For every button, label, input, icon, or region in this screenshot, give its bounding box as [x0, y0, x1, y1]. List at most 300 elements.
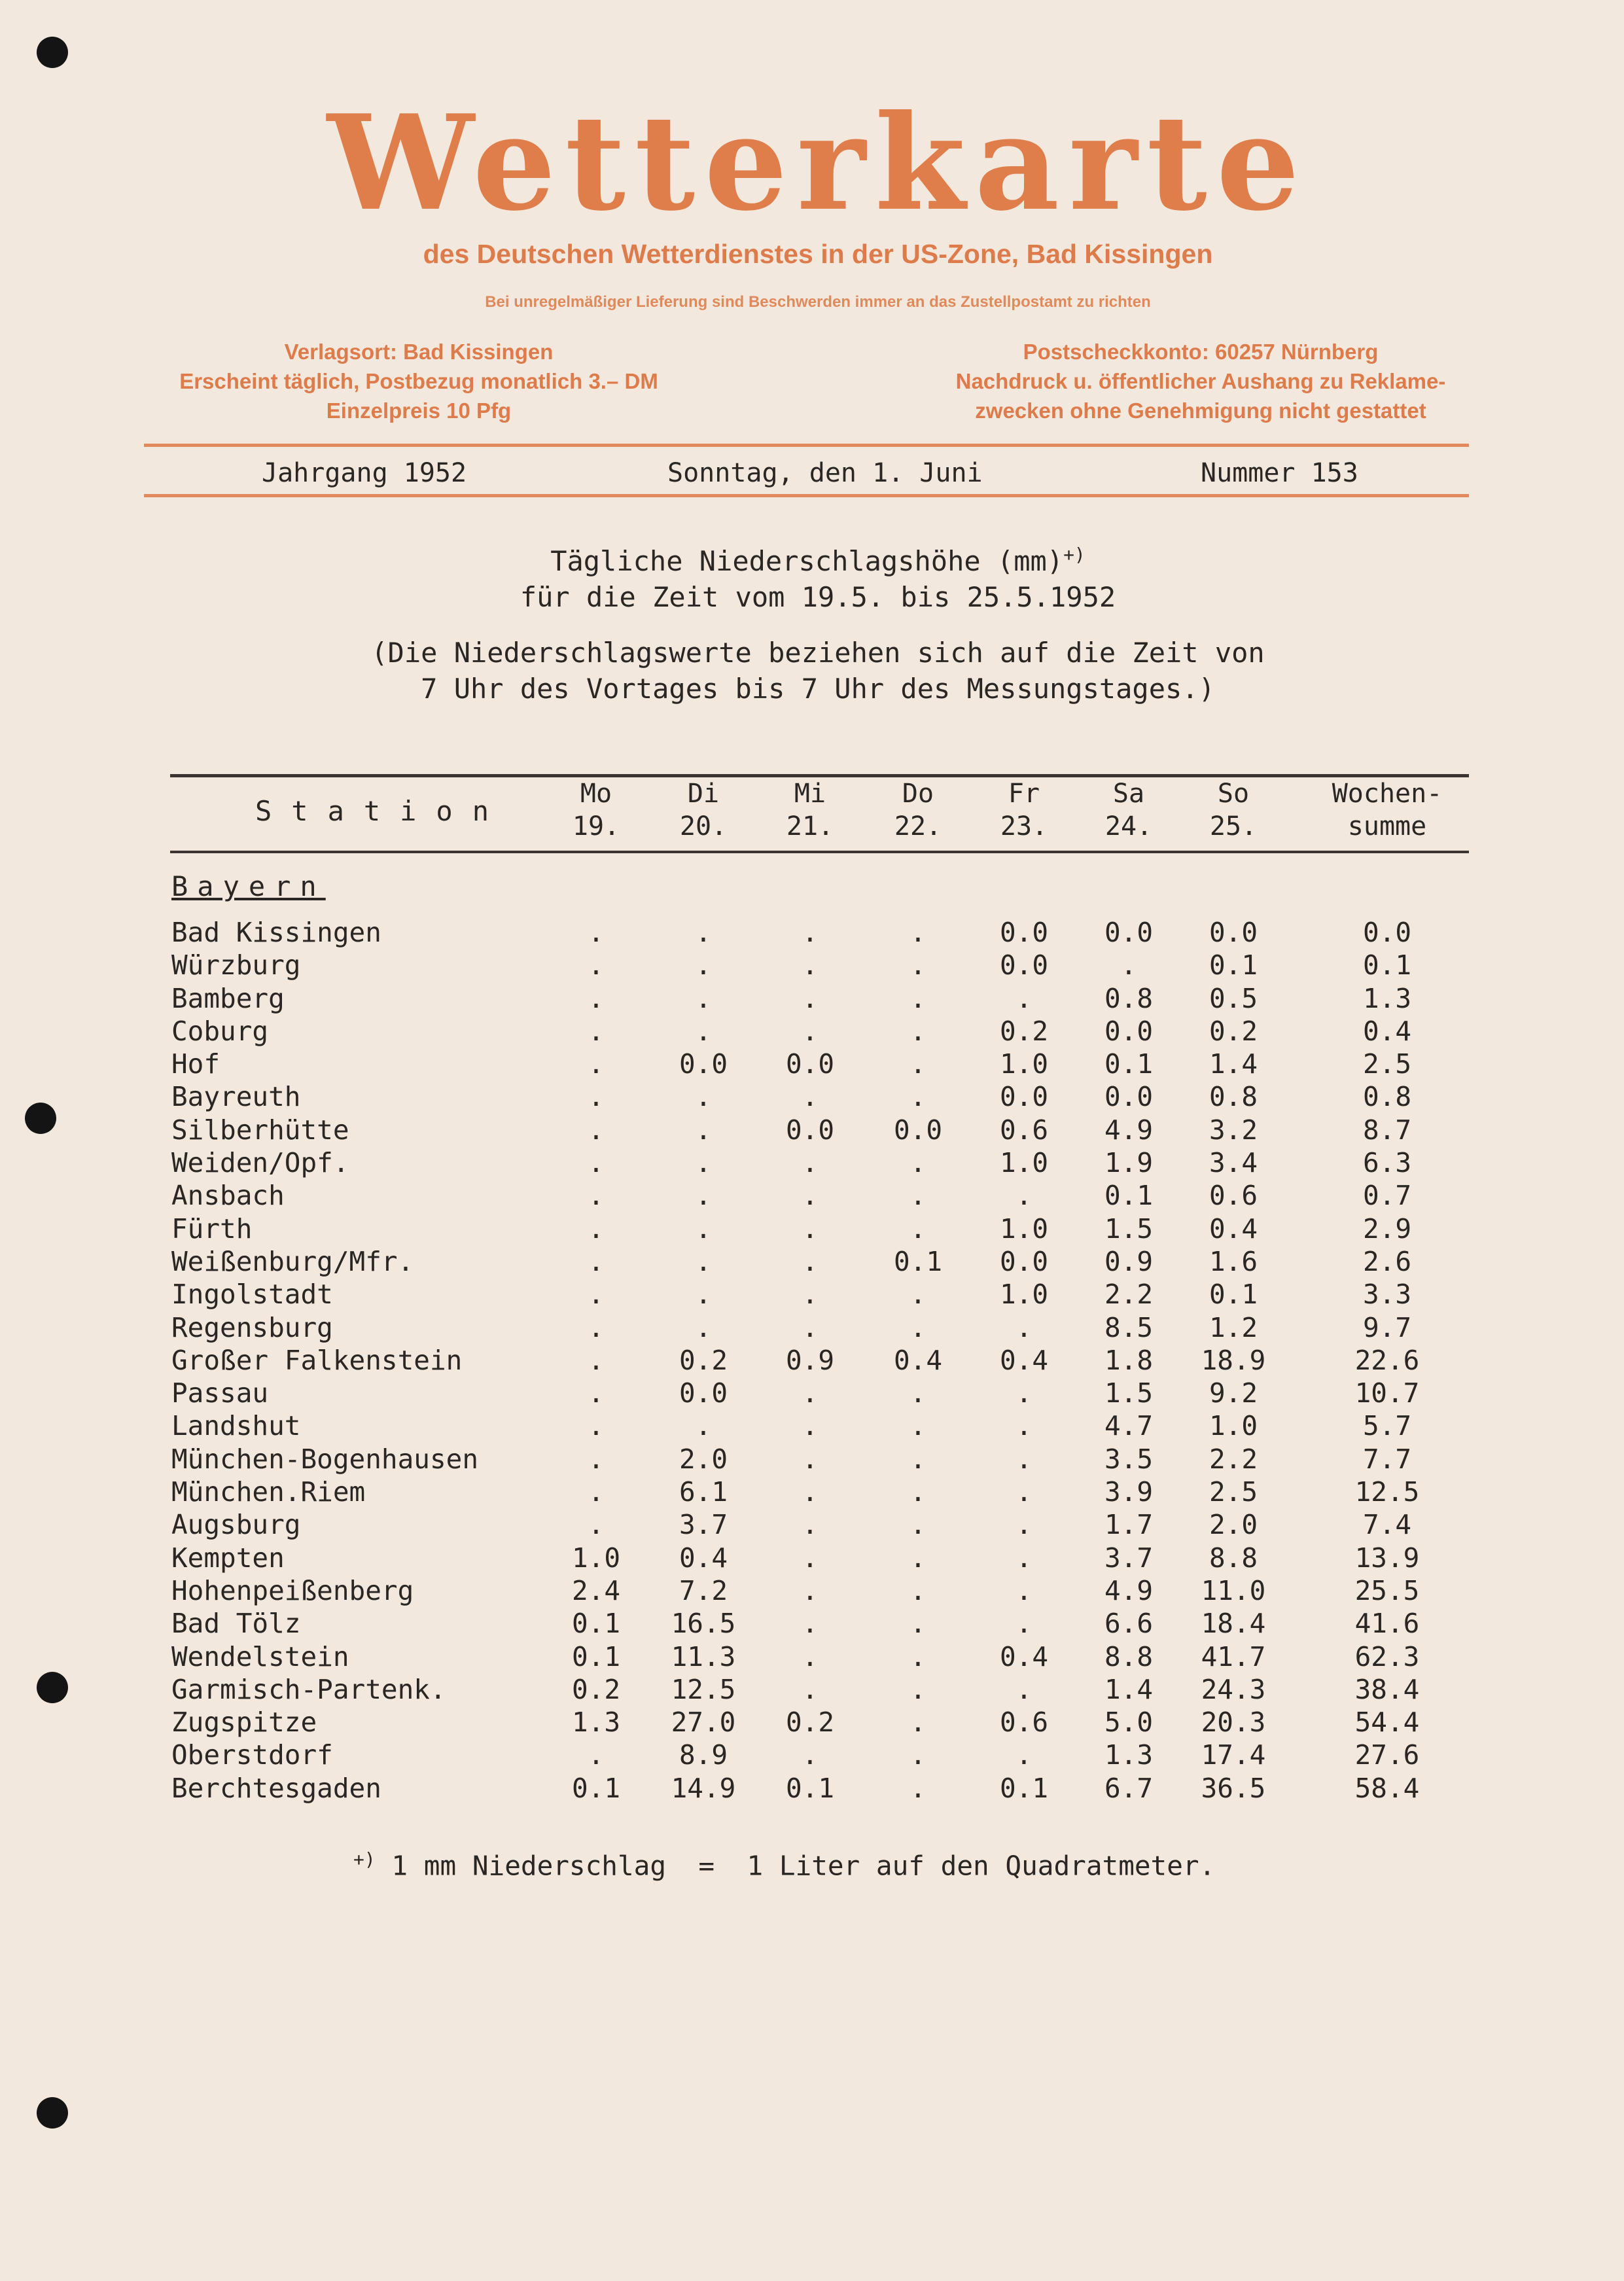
- precip-value: .: [1015, 1608, 1033, 1640]
- precip-value: 2.0: [1209, 1509, 1258, 1541]
- precip-value: 0.0: [1209, 917, 1258, 948]
- station-name: Hohenpeißenberg: [171, 1574, 414, 1606]
- table-row: [0, 1673, 1624, 1706]
- station-name: Bamberg: [171, 982, 285, 1014]
- precip-value: .: [909, 1542, 927, 1574]
- masthead-title: Wetterkarte: [327, 86, 1309, 240]
- note-line: (Die Niederschlagswerte beziehen sich auf die Zeit von: [371, 637, 1265, 669]
- column-day: Mi: [794, 779, 826, 809]
- precip-value: .: [1015, 1410, 1033, 1442]
- precip-value: 12.5: [671, 1673, 736, 1705]
- precip-value: 0.1: [1104, 1180, 1154, 1212]
- weekly-sum: 12.5: [1354, 1476, 1420, 1508]
- station-name: Kempten: [171, 1542, 285, 1574]
- table-row: [0, 1508, 1624, 1541]
- precip-value: 9.2: [1209, 1377, 1258, 1409]
- table-row: [0, 1607, 1624, 1640]
- precip-value: .: [695, 1147, 712, 1179]
- precip-value: .: [1015, 1443, 1033, 1475]
- station-name: Bayreuth: [171, 1081, 301, 1113]
- info-line: Nachdruck u. öffentlicher Aushang zu Reklame-: [955, 369, 1446, 393]
- masthead-rule: [144, 444, 1469, 447]
- precip-value: 24.3: [1201, 1673, 1266, 1705]
- precip-value: 0.2: [999, 1015, 1049, 1047]
- precip-value: 1.0: [1209, 1410, 1258, 1442]
- precip-value: .: [1015, 1574, 1033, 1606]
- precip-value: .: [588, 1081, 605, 1113]
- precip-value: 0.6: [999, 1114, 1049, 1146]
- precip-value: .: [695, 1410, 712, 1442]
- table-row: [0, 1409, 1624, 1442]
- column-date: 20.: [679, 811, 728, 841]
- precip-value: 4.9: [1104, 1114, 1154, 1146]
- weekly-sum: 22.6: [1354, 1344, 1420, 1376]
- punch-hole: [37, 37, 68, 68]
- precip-value: .: [1015, 1739, 1033, 1771]
- precip-value: .: [588, 1114, 605, 1146]
- weekly-sum: 2.9: [1362, 1212, 1412, 1245]
- precip-value: .: [909, 949, 927, 981]
- precip-value: .: [695, 1245, 712, 1277]
- weekly-sum: 9.7: [1362, 1311, 1412, 1343]
- precip-value: 0.8: [1209, 1081, 1258, 1113]
- precip-value: .: [588, 1245, 605, 1277]
- station-name: Regensburg: [171, 1311, 333, 1343]
- precip-value: .: [909, 982, 927, 1014]
- precip-value: .: [909, 1509, 927, 1541]
- precip-value: .: [588, 1476, 605, 1508]
- masthead-notice: Bei unregelmäßiger Lieferung sind Beschwerden immer an das Zustellpostamt zu richten: [485, 293, 1151, 311]
- info-line: Einzelpreis 10 Pfg: [326, 398, 512, 423]
- precip-value: 3.4: [1209, 1147, 1258, 1179]
- precip-value: 6.7: [1104, 1772, 1154, 1804]
- precip-value: .: [695, 982, 712, 1014]
- precip-value: .: [588, 949, 605, 981]
- precip-value: 0.1: [571, 1772, 621, 1804]
- precip-value: 0.4: [999, 1344, 1049, 1376]
- precip-value: 0.4: [999, 1640, 1049, 1672]
- station-name: Augsburg: [171, 1509, 301, 1541]
- weekly-sum: 13.9: [1354, 1542, 1420, 1574]
- precip-value: 1.9: [1104, 1147, 1154, 1179]
- precip-value: .: [802, 1212, 819, 1245]
- account-info: [923, 337, 1479, 425]
- precip-value: .: [695, 1081, 712, 1113]
- sum-label-2: summe: [1347, 811, 1427, 841]
- station-name: Bad Tölz: [171, 1608, 301, 1640]
- precip-value: 16.5: [671, 1608, 736, 1640]
- station-name: Landshut: [171, 1410, 301, 1442]
- precip-value: 7.2: [679, 1574, 728, 1606]
- precip-value: 17.4: [1201, 1739, 1266, 1771]
- precip-value: 0.0: [999, 949, 1049, 981]
- precip-value: .: [695, 1212, 712, 1245]
- column-header: [862, 777, 974, 843]
- precip-value: 6.1: [679, 1476, 728, 1508]
- station-column-header: Station: [255, 795, 509, 827]
- precip-value: .: [802, 1015, 819, 1047]
- precip-value: 0.6: [999, 1706, 1049, 1739]
- table-row: [0, 1706, 1624, 1739]
- precip-value: 4.7: [1104, 1410, 1154, 1442]
- weekly-sum: 58.4: [1354, 1772, 1420, 1804]
- precip-value: .: [588, 1739, 605, 1771]
- precip-value: 0.0: [999, 1081, 1049, 1113]
- precip-value: .: [909, 1443, 927, 1475]
- precip-value: 5.0: [1104, 1706, 1154, 1739]
- precip-value: .: [588, 1311, 605, 1343]
- precip-value: .: [909, 1476, 927, 1508]
- table-row: [0, 916, 1624, 949]
- column-day: Do: [902, 779, 934, 809]
- precip-value: .: [909, 1772, 927, 1804]
- station-name: Fürth: [171, 1212, 253, 1245]
- column-header: [754, 777, 866, 843]
- weekly-sum: 10.7: [1354, 1377, 1420, 1409]
- precip-value: 0.1: [893, 1245, 943, 1277]
- precip-value: 27.0: [671, 1706, 736, 1739]
- precip-value: .: [588, 1410, 605, 1442]
- precip-value: 14.9: [671, 1772, 736, 1804]
- weekly-sum: 0.7: [1362, 1180, 1412, 1212]
- heading-footnote-mark: +): [1063, 544, 1086, 565]
- precip-value: .: [695, 1311, 712, 1343]
- precip-value: 1.5: [1104, 1377, 1154, 1409]
- column-day: Mo: [580, 779, 612, 809]
- precip-value: 0.4: [893, 1344, 943, 1376]
- precip-value: .: [802, 1608, 819, 1640]
- weekly-sum: 62.3: [1354, 1640, 1420, 1672]
- precip-value: .: [802, 1509, 819, 1541]
- weekly-sum: 7.7: [1362, 1443, 1412, 1475]
- precip-value: .: [1015, 982, 1033, 1014]
- measurement-note: [196, 635, 1439, 707]
- precip-value: .: [1015, 1311, 1033, 1343]
- station-rows: [0, 916, 1624, 1805]
- table-row: [0, 1146, 1624, 1179]
- precip-value: 8.9: [679, 1739, 728, 1771]
- weekly-sum: 27.6: [1354, 1739, 1420, 1771]
- precip-value: .: [802, 1180, 819, 1212]
- precip-value: .: [588, 1509, 605, 1541]
- table-row: [0, 1344, 1624, 1377]
- station-name: München-Bogenhausen: [171, 1443, 478, 1475]
- table-row: [0, 1443, 1624, 1476]
- column-header: [648, 777, 759, 843]
- precip-value: 1.0: [999, 1279, 1049, 1311]
- publisher-info: [157, 337, 680, 425]
- precip-value: .: [909, 1673, 927, 1705]
- precip-value: .: [588, 1015, 605, 1047]
- precip-value: .: [1015, 1180, 1033, 1212]
- precip-value: .: [588, 1344, 605, 1376]
- precip-value: 0.0: [679, 1048, 728, 1080]
- precip-value: 1.0: [571, 1542, 621, 1574]
- precip-value: 8.8: [1104, 1640, 1154, 1672]
- precip-value: 3.7: [679, 1509, 728, 1541]
- table-header-rule: [170, 851, 1469, 853]
- precip-value: .: [909, 1574, 927, 1606]
- precip-value: .: [802, 1443, 819, 1475]
- table-row: [0, 1245, 1624, 1278]
- precip-value: .: [588, 1180, 605, 1212]
- column-date: 25.: [1209, 811, 1258, 841]
- precip-value: .: [909, 1410, 927, 1442]
- precip-value: 0.0: [679, 1377, 728, 1409]
- precip-value: 0.2: [785, 1706, 835, 1739]
- precip-value: 1.3: [1104, 1739, 1154, 1771]
- precip-value: 0.1: [785, 1772, 835, 1804]
- precip-value: 0.1: [1104, 1048, 1154, 1080]
- precip-value: .: [909, 1147, 927, 1179]
- precip-value: .: [588, 1279, 605, 1311]
- precip-value: 0.2: [571, 1673, 621, 1705]
- table-row: [0, 1377, 1624, 1409]
- table-row: [0, 1739, 1624, 1771]
- precip-value: 0.0: [999, 1245, 1049, 1277]
- precip-value: .: [802, 1739, 819, 1771]
- precip-value: .: [1015, 1673, 1033, 1705]
- precip-value: .: [1120, 949, 1137, 981]
- weekly-sum: 1.3: [1362, 982, 1412, 1014]
- weekly-sum: 0.1: [1362, 949, 1412, 981]
- precip-value: .: [909, 1608, 927, 1640]
- region-label: Bayern: [171, 870, 326, 902]
- table-row: [0, 1278, 1624, 1311]
- station-name: Oberstdorf: [171, 1739, 333, 1771]
- weekly-sum: 54.4: [1354, 1706, 1420, 1739]
- precip-value: 1.7: [1104, 1509, 1154, 1541]
- precip-value: 6.6: [1104, 1608, 1154, 1640]
- issue-date: Sonntag, den 1. Juni: [667, 458, 983, 488]
- footnote-mark: +): [353, 1848, 376, 1870]
- precip-value: 1.6: [1209, 1245, 1258, 1277]
- footnote: [353, 1848, 1215, 1882]
- weekly-sum: 7.4: [1362, 1509, 1412, 1541]
- precip-value: .: [909, 1180, 927, 1212]
- table-row: [0, 1212, 1624, 1245]
- weekly-sum: 8.7: [1362, 1114, 1412, 1146]
- precip-value: 1.0: [999, 1048, 1049, 1080]
- column-date: 21.: [786, 811, 834, 841]
- column-header: [540, 777, 652, 843]
- column-date: 19.: [572, 811, 620, 841]
- station-name: Coburg: [171, 1015, 269, 1047]
- column-day: So: [1217, 779, 1250, 809]
- precip-value: 3.5: [1104, 1443, 1154, 1475]
- table-row: [0, 1114, 1624, 1146]
- precip-value: 0.0: [999, 917, 1049, 948]
- precip-value: .: [909, 1081, 927, 1113]
- issue-number: Nummer 153: [1201, 458, 1358, 488]
- precip-value: .: [802, 1574, 819, 1606]
- precip-value: 1.8: [1104, 1344, 1154, 1376]
- precip-value: 4.9: [1104, 1574, 1154, 1606]
- precip-value: 0.0: [893, 1114, 943, 1146]
- precip-value: .: [695, 949, 712, 981]
- precip-value: 3.7: [1104, 1542, 1154, 1574]
- precip-value: .: [695, 1180, 712, 1212]
- precip-value: .: [802, 949, 819, 981]
- punch-hole: [37, 2097, 68, 2129]
- precip-value: 0.4: [679, 1542, 728, 1574]
- precip-value: 0.1: [1209, 1279, 1258, 1311]
- precip-value: .: [909, 1212, 927, 1245]
- column-day: Fr: [1008, 779, 1040, 809]
- station-name: Ansbach: [171, 1180, 285, 1212]
- precip-value: 36.5: [1201, 1772, 1266, 1804]
- table-row: [0, 949, 1624, 981]
- weekly-sum: 3.3: [1362, 1279, 1412, 1311]
- weekly-sum: 41.6: [1354, 1608, 1420, 1640]
- weekly-sum: 0.8: [1362, 1081, 1412, 1113]
- precip-value: 0.0: [1104, 1081, 1154, 1113]
- precip-value: 0.1: [1209, 949, 1258, 981]
- precip-value: 1.0: [999, 1147, 1049, 1179]
- precip-value: .: [802, 1279, 819, 1311]
- column-header: [1073, 777, 1184, 843]
- precip-value: 41.7: [1201, 1640, 1266, 1672]
- precip-value: .: [695, 1015, 712, 1047]
- station-name: Bad Kissingen: [171, 917, 381, 948]
- precip-value: 1.2: [1209, 1311, 1258, 1343]
- precip-value: .: [909, 1279, 927, 1311]
- precip-value: 2.2: [1209, 1443, 1258, 1475]
- weekly-sum: 25.5: [1354, 1574, 1420, 1606]
- weekly-sum: 2.6: [1362, 1245, 1412, 1277]
- precip-value: 0.2: [679, 1344, 728, 1376]
- precip-value: .: [1015, 1509, 1033, 1541]
- precip-value: .: [802, 1081, 819, 1113]
- station-name: Silberhütte: [171, 1114, 349, 1146]
- heading-line-2: für die Zeit vom 19.5. bis 25.5.1952: [520, 581, 1116, 613]
- info-line: Erscheint täglich, Postbezug monatlich 3.– DM: [179, 369, 658, 393]
- sum-label-1: Wochen-: [1332, 779, 1443, 809]
- table-row: [0, 1640, 1624, 1673]
- column-date: 23.: [1000, 811, 1048, 841]
- table-row: [0, 1080, 1624, 1113]
- info-line: Verlagsort: Bad Kissingen: [284, 340, 554, 364]
- precip-value: 0.5: [1209, 982, 1258, 1014]
- info-line: zwecken ohne Genehmigung nicht gestattet: [975, 398, 1426, 423]
- sum-column-header: [1328, 777, 1446, 843]
- precip-value: 18.4: [1201, 1608, 1266, 1640]
- precip-value: 18.9: [1201, 1344, 1266, 1376]
- precip-value: .: [909, 1377, 927, 1409]
- column-header: [1178, 777, 1289, 843]
- weekly-sum: 6.3: [1362, 1147, 1412, 1179]
- table-row: [0, 1015, 1624, 1048]
- weekly-sum: 0.4: [1362, 1015, 1412, 1047]
- table-row: [0, 1574, 1624, 1607]
- station-name: Ingolstadt: [171, 1279, 333, 1311]
- precip-value: 3.2: [1209, 1114, 1258, 1146]
- precip-value: .: [1015, 1476, 1033, 1508]
- precip-value: 0.9: [785, 1344, 835, 1376]
- issue-line: [0, 458, 1624, 491]
- station-name: Passau: [171, 1377, 269, 1409]
- precip-value: .: [1015, 1542, 1033, 1574]
- precip-value: .: [802, 1640, 819, 1672]
- precip-value: .: [909, 1739, 927, 1771]
- precip-value: 3.9: [1104, 1476, 1154, 1508]
- station-name: Weiden/Opf.: [171, 1147, 349, 1179]
- precip-value: 20.3: [1201, 1706, 1266, 1739]
- precip-value: .: [909, 1706, 927, 1739]
- weekly-sum: 0.0: [1362, 917, 1412, 948]
- table-row: [0, 1179, 1624, 1212]
- precip-value: 0.1: [999, 1772, 1049, 1804]
- station-name: Berchtesgaden: [171, 1772, 381, 1804]
- precip-value: 8.8: [1209, 1542, 1258, 1574]
- table-row: [0, 982, 1624, 1015]
- table-row: [0, 1542, 1624, 1574]
- precip-value: 1.4: [1209, 1048, 1258, 1080]
- precip-value: .: [802, 917, 819, 948]
- precip-value: 0.2: [1209, 1015, 1258, 1047]
- station-name: Garmisch-Partenk.: [171, 1673, 446, 1705]
- precip-value: 0.6: [1209, 1180, 1258, 1212]
- precip-value: 2.4: [571, 1574, 621, 1606]
- precip-value: 1.0: [999, 1212, 1049, 1245]
- precip-value: 0.9: [1104, 1245, 1154, 1277]
- precip-value: .: [802, 1410, 819, 1442]
- precip-value: .: [588, 1048, 605, 1080]
- precip-value: .: [802, 982, 819, 1014]
- precip-value: 8.5: [1104, 1311, 1154, 1343]
- precip-value: .: [802, 1245, 819, 1277]
- precip-value: .: [802, 1542, 819, 1574]
- precip-value: .: [1015, 1377, 1033, 1409]
- precip-value: .: [588, 1377, 605, 1409]
- precip-value: .: [802, 1311, 819, 1343]
- precip-value: .: [802, 1147, 819, 1179]
- precip-value: 1.3: [571, 1706, 621, 1739]
- precip-value: .: [909, 917, 927, 948]
- footnote-text: 1 mm Niederschlag = 1 Liter auf den Quadratmeter.: [391, 1850, 1216, 1882]
- table-row: [0, 1048, 1624, 1080]
- column-date: 22.: [894, 811, 942, 841]
- column-header: [968, 777, 1080, 843]
- masthead-subtitle: des Deutschen Wetterdienstes in der US-Zone, Bad Kissingen: [423, 239, 1213, 269]
- station-name: Hof: [171, 1048, 221, 1080]
- precip-value: 11.0: [1201, 1574, 1266, 1606]
- precip-value: .: [695, 1279, 712, 1311]
- precip-value: .: [588, 1443, 605, 1475]
- table-row: [0, 1476, 1624, 1508]
- issue-year: Jahrgang 1952: [262, 458, 467, 488]
- weekly-sum: 5.7: [1362, 1410, 1412, 1442]
- precip-value: .: [802, 1476, 819, 1508]
- precip-value: .: [909, 1640, 927, 1672]
- weekly-sum: 38.4: [1354, 1673, 1420, 1705]
- weekly-sum: 2.5: [1362, 1048, 1412, 1080]
- station-name: Wendelstein: [171, 1640, 349, 1672]
- precip-value: 1.4: [1104, 1673, 1154, 1705]
- precip-value: 2.0: [679, 1443, 728, 1475]
- table-header: [0, 777, 1624, 849]
- precip-value: 2.5: [1209, 1476, 1258, 1508]
- precip-value: .: [588, 1212, 605, 1245]
- column-day: Sa: [1112, 779, 1145, 809]
- table-row: [0, 1311, 1624, 1344]
- column-day: Di: [687, 779, 720, 809]
- station-name: Großer Falkenstein: [171, 1344, 463, 1376]
- table-row: [0, 1772, 1624, 1805]
- precip-value: .: [909, 1048, 927, 1080]
- precip-value: .: [909, 1015, 927, 1047]
- precip-value: .: [588, 1147, 605, 1179]
